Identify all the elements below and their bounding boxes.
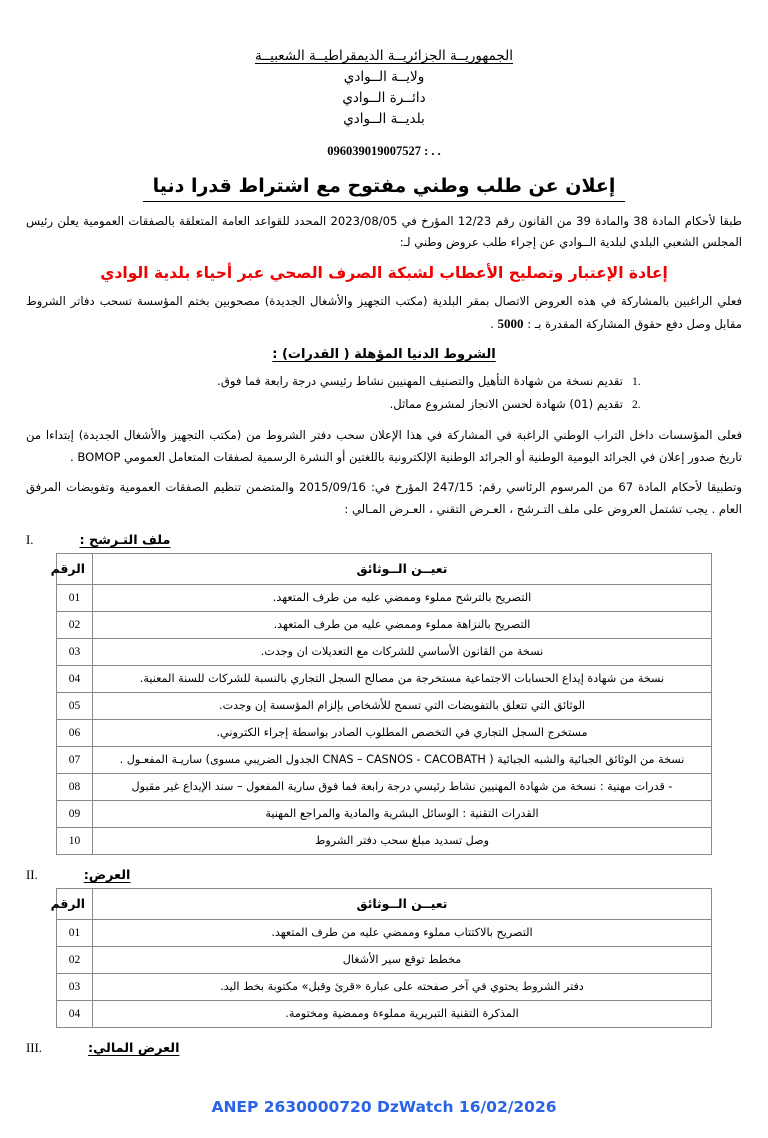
document-designation: مخطط توقع سير الأشغال — [93, 947, 712, 974]
header-line-daira: دائــرة الــوادي — [342, 89, 426, 106]
project-title: إعادة الإعتبار وتصليح الأعطاب لشبكة الصرف الصحي عبر أحياء بلدية الوادي — [100, 263, 668, 282]
document-designation: وصل تسديد مبلغ سحب دفتر الشروط — [93, 828, 712, 855]
participation-suffix: . — [490, 317, 494, 331]
column-header-designation: تعيــن الــوثائق — [93, 889, 712, 920]
conditions-heading-text: الشروط الدنيا المؤهلة ( القدرات) : — [272, 347, 496, 363]
section-heading-candidature — [26, 533, 722, 548]
withdrawal-paragraph: فعلى المؤسسات داخل التراب الوطني الراغبة في المشاركة في هذا الإعلان سحب دفتر الشروط من (مكتب التجهيز والأشغال الجديدة) إبتداءا من تاريخ صدور إعلان في الجرائد اليومية الوطنية أو الجرائد الوطنية الإلكترونية باللغتين أو النشرة الرسمية لصفقات المتعامل العمومي BOMOP . — [26, 428, 742, 464]
document-number: 01 — [57, 585, 93, 612]
condition-number: 2. — [632, 398, 641, 412]
document-designation: المذكرة التقنية التبريرية مملوءة وممضية ومختومة. — [93, 1001, 712, 1028]
header-line-baladia: بلديــة الــوادي — [343, 110, 425, 127]
condition-number: 1. — [632, 375, 641, 389]
document-designation: - قدرات مهنية : نسخة من شهادة المهنيين نشاط رئيسي درجة رابعة فما فوق سارية المفعول – سند الإيداع غير مقبول — [93, 774, 712, 801]
document-number: 10 — [57, 828, 93, 855]
column-header-number: الرقم — [57, 554, 93, 585]
document-designation: نسخة من الوثائق الجبائية والشبه الجبائية ( CNAS – CASNOS - CACOBATH الجدول الضريبي مسوى) ساريـة المفعـول . — [93, 747, 712, 774]
participation-amount: 5000 — [497, 316, 524, 331]
table-row — [57, 1001, 712, 1028]
table-row — [57, 693, 712, 720]
participation-paragraph — [26, 291, 742, 336]
document-number: 05 — [57, 693, 93, 720]
conditions-heading — [0, 347, 768, 362]
table-row — [57, 947, 712, 974]
document-designation: الوثائق التي تتعلق بالتفويضات التي تسمح للأشخاص بإلزام المؤسسة إن وجدت. — [93, 693, 712, 720]
document-designation: التصريح بالترشح مملوء وممضي عليه من طرف المتعهد. — [93, 585, 712, 612]
table-header-row — [57, 889, 712, 920]
section-roman-numeral: III. — [26, 1041, 42, 1056]
document-number: 09 — [57, 801, 93, 828]
list-item — [120, 370, 648, 393]
document-designation: دفتر الشروط يحتوي في آخر صفحته على عبارة «قرئ وقبل» مكتوبة بخط اليد. — [93, 974, 712, 1001]
table-row — [57, 747, 712, 774]
intro-paragraph: طبقا لأحكام المادة 38 والمادة 39 من القانون رقم 12/23 المؤرخ في 2023/08/05 المحدد للقواعد العامة المتعلقة بالصفقات العمومية يعلن رئيس المجلس الشعبي البلدي لبلدية الــوادي عن إجراء طلب عروض وطني لـ: — [26, 213, 743, 250]
section-label: العرض: — [83, 868, 131, 884]
section-label: ملف التـرشح : — [79, 533, 171, 549]
page-title-text: إعلان عن طلب وطني مفتوح مع اشتراط قدرا دنيا — [143, 175, 626, 202]
document-number: 04 — [57, 666, 93, 693]
candidature-documents-table — [50, 553, 712, 855]
document-designation: نسخة من شهادة إيداع الحسابات الاجتماعية مستخرجة من مصالح السجل التجاري بالنسبة للشركات للسنة المعنية. — [93, 666, 712, 693]
table-row — [57, 612, 712, 639]
header-line-wilaya: ولايــة الــوادي — [343, 68, 425, 85]
identification-code: 096039019007527 : . . — [327, 143, 441, 158]
page-title — [0, 175, 768, 202]
table-row — [57, 801, 712, 828]
conditions-list — [120, 370, 648, 416]
decree-paragraph: وتطبيقا لأحكام المادة 67 من المرسوم الرئاسي رقم: 247/15 المؤرخ في: 2015/09/16 والمتضمن تنظيم الصفقات العمومية وتفويضات المرفق العام . يجب تشتمل العروض على ملف التـرشح ، العـرض التقني ، العـرض المـالي : — [26, 480, 743, 516]
condition-text: تقديم (01) شهادة لحسن الانجاز لمشروع مماثل. — [389, 397, 623, 412]
table-row — [57, 974, 712, 1001]
table-row — [57, 666, 712, 693]
document-designation: التصريح بالاكتتاب مملوء وممضي عليه من طرف المتعهد. — [93, 920, 712, 947]
header-line-republic: الجمهوريــة الجزائريــة الديمقراطيــة الشعبيــة — [255, 48, 513, 64]
table-row — [57, 639, 712, 666]
offer-documents-table — [50, 888, 712, 1028]
condition-text: تقديم نسخة من شهادة التأهيل والتصنيف المهنيين نشاط رئيسي درجة رابعة فما فوق. — [217, 374, 623, 389]
section-heading-financial-offer — [26, 1041, 722, 1056]
document-number: 01 — [57, 920, 93, 947]
document-number: 03 — [57, 974, 93, 1001]
document-header — [0, 0, 768, 130]
document-number: 02 — [57, 947, 93, 974]
section-label: العرض المالي: — [87, 1041, 180, 1057]
document-number: 07 — [57, 747, 93, 774]
table-row — [57, 920, 712, 947]
table-row — [57, 828, 712, 855]
table-row — [57, 774, 712, 801]
section-roman-numeral: II. — [26, 868, 38, 883]
document-number: 04 — [57, 1001, 93, 1028]
table-header-row — [57, 554, 712, 585]
list-item — [120, 393, 648, 416]
section-heading-offer — [26, 868, 722, 883]
document-designation: مستخرج السجل التجاري في التخصص المطلوب الصادر بواسطة إجراء الكتروني. — [93, 720, 712, 747]
document-designation: نسخة من القانون الأساسي للشركات مع التعديلات ان وجدت. — [93, 639, 712, 666]
column-header-designation: تعيــن الــوثائق — [93, 554, 712, 585]
column-header-number: الرقم — [57, 889, 93, 920]
section-roman-numeral: I. — [26, 533, 34, 548]
table-row — [57, 585, 712, 612]
document-designation: القدرات التقنية : الوسائل البشرية والمادية والمراجع المهنية — [93, 801, 712, 828]
document-designation: التصريح بالنزاهة مملوء وممضي عليه من طرف المتعهد. — [93, 612, 712, 639]
document-number: 03 — [57, 639, 93, 666]
document-number: 06 — [57, 720, 93, 747]
anep-footer: ANEP 2630000720 DzWatch 16/02/2026 — [211, 1098, 557, 1116]
participation-text: فعلي الراغبين بالمشاركة في هذه العروض الاتصال بمقر البلدية (مكتب التجهيز والأشغال الجديدة) مصحوبين بختم المؤسسة تسحب دفاتر الشروط مقابل وصل دفع حقوق المشاركة المقدرة بـ : — [26, 293, 742, 331]
table-row — [57, 720, 712, 747]
document-number: 02 — [57, 612, 93, 639]
document-number: 08 — [57, 774, 93, 801]
